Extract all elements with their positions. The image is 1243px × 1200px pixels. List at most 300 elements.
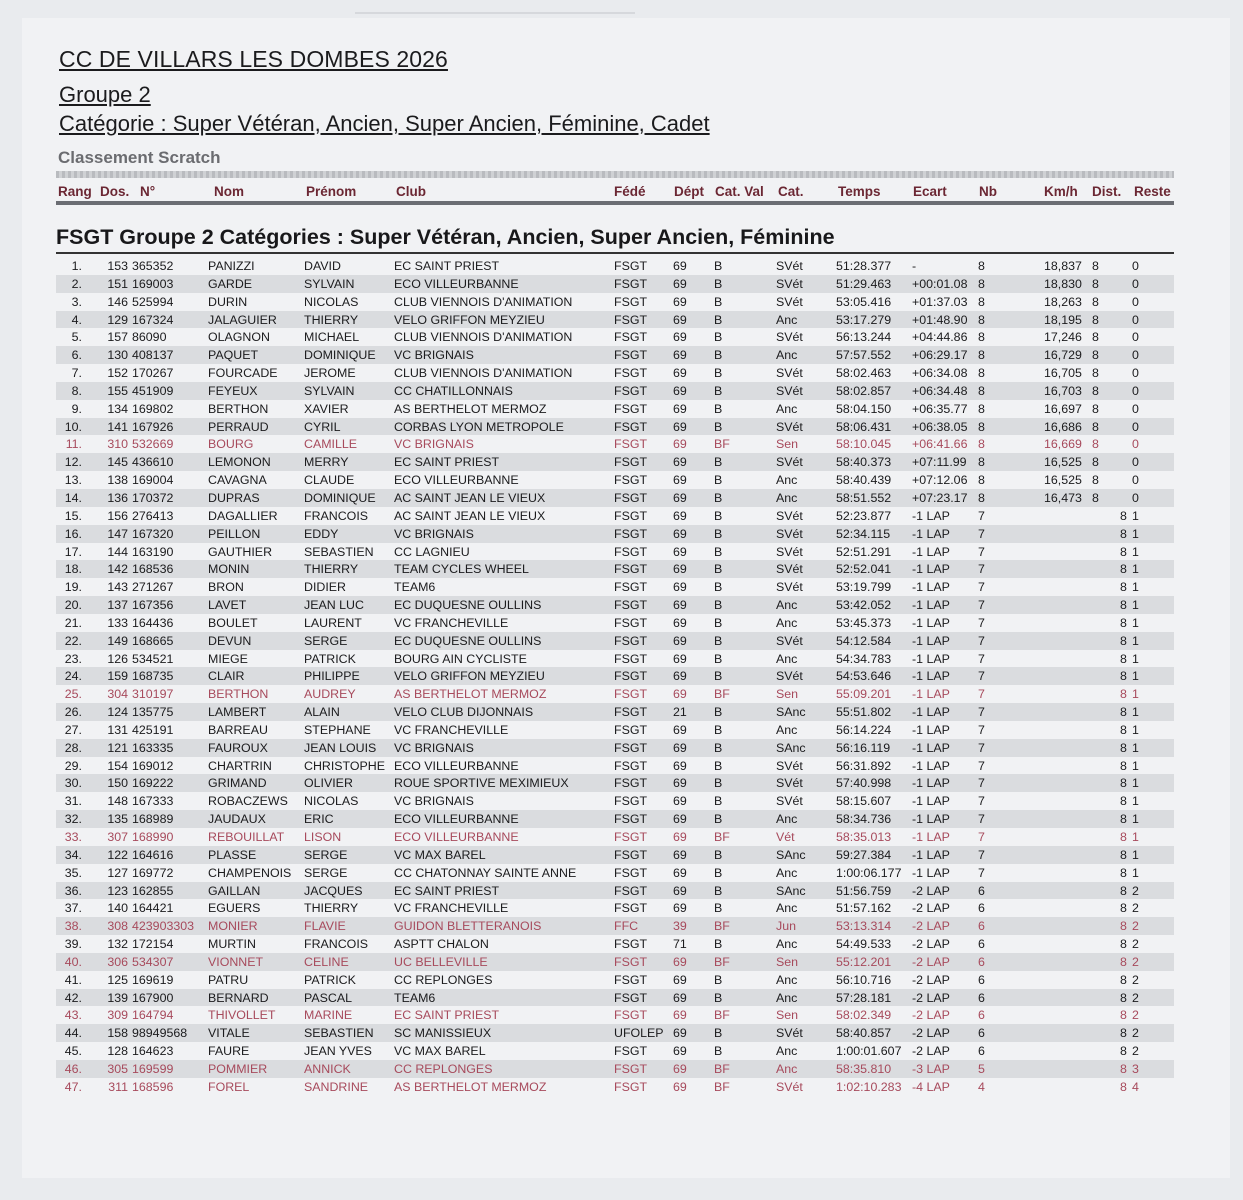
cell-rang: 34. (64, 847, 82, 862)
cell-nom: PANIZZI (208, 259, 255, 273)
cell-fede: FSGT (614, 526, 648, 541)
cell-nb: 6 (978, 1008, 985, 1023)
cell-num: 271267 (132, 580, 174, 595)
cell-dept: 69 (673, 508, 687, 523)
cell-nom: EGUERS (208, 901, 261, 916)
cell-cat: Anc (776, 901, 798, 916)
cell-rang: 9. (71, 401, 82, 416)
cell-nom: MURTIN (208, 937, 256, 952)
cell-dist: 8 (1120, 830, 1127, 844)
cell-prenom: MICHAEL (304, 330, 360, 345)
cell-cat: SVét (776, 383, 803, 398)
table-row (56, 435, 1174, 453)
cell-catval: BF (714, 1008, 730, 1023)
cell-ecart: -2 LAP (912, 937, 950, 952)
cell-reste: 0 (1132, 401, 1139, 416)
cell-club: ECO VILLEURBANNE (394, 758, 519, 773)
cell-prenom: XAVIER (304, 401, 349, 416)
cell-kmh: 16,473 (1044, 490, 1082, 505)
cell-cat: SAnc (776, 847, 806, 862)
cell-rang: 39. (64, 937, 82, 952)
cell-dept: 71 (673, 937, 687, 952)
cell-ecart: -1 LAP (912, 633, 950, 648)
cell-cat: Anc (776, 401, 798, 416)
cell-dos: 150 (107, 776, 128, 791)
cell-temps: 53:13.314 (836, 919, 892, 934)
cell-dist: 8 (1120, 1008, 1127, 1023)
cell-nom: FAURE (208, 1044, 250, 1059)
cell-rang: 21. (64, 615, 82, 630)
cell-reste: 0 (1132, 473, 1139, 488)
cell-rang: 12. (64, 455, 82, 470)
cell-ecart: -1 LAP (912, 615, 950, 630)
cell-temps: 1:02:10.283 (836, 1079, 902, 1094)
cell-nom: JALAGUIER (208, 312, 277, 327)
cell-nb: 8 (978, 473, 985, 488)
cell-dist: 8 (1120, 883, 1127, 898)
cell-club: TEAM CYCLES WHEEL (394, 562, 529, 577)
cell-num: 164436 (132, 615, 174, 630)
cell-dist: 8 (1120, 1061, 1127, 1076)
col-nom: Nom (214, 184, 244, 199)
cell-dos: 144 (107, 544, 128, 559)
table-row (56, 1042, 1174, 1060)
cell-cat: SVét (776, 758, 803, 773)
cell-nb: 7 (978, 651, 985, 666)
cell-reste: 1 (1132, 598, 1139, 613)
cell-reste: 1 (1132, 526, 1139, 541)
cell-temps: 51:56.759 (836, 883, 892, 898)
col-dist: Dist. (1092, 184, 1122, 199)
cell-dist: 8 (1120, 758, 1127, 773)
cell-dist: 8 (1092, 276, 1099, 291)
cell-club: ECO VILLEURBANNE (394, 830, 519, 844)
col-kmh: Km/h (1044, 184, 1078, 199)
cell-prenom: AUDREY (304, 687, 356, 702)
cell-dos: 134 (107, 401, 128, 416)
cell-temps: 54:49.533 (836, 937, 892, 952)
cell-num: 164623 (132, 1044, 174, 1059)
cell-prenom: SERGE (304, 865, 348, 880)
cell-cat: Anc (776, 990, 798, 1005)
table-row (56, 614, 1174, 632)
col-dept: Dépt (674, 184, 704, 199)
cell-rang: 13. (64, 473, 82, 488)
cell-club: EC SAINT PRIEST (394, 883, 500, 898)
cell-nb: 6 (978, 937, 985, 952)
cell-club: VC BRIGNAIS (394, 437, 474, 452)
table-row (56, 757, 1174, 775)
cell-reste: 1 (1132, 830, 1139, 844)
cell-nb: 6 (978, 972, 985, 987)
table-row (56, 400, 1174, 418)
cell-temps: 59:27.384 (836, 847, 892, 862)
cell-rang: 17. (64, 544, 82, 559)
cell-nb: 7 (978, 794, 985, 809)
cell-nom: CHAMPENOIS (208, 865, 292, 880)
cell-nb: 8 (978, 490, 985, 505)
table-row (56, 846, 1174, 864)
cell-reste: 2 (1132, 1044, 1139, 1059)
cell-catval: B (714, 758, 723, 773)
cell-dos: 133 (107, 615, 128, 630)
cell-ecart: -1 LAP (912, 812, 950, 827)
cell-num: 162855 (132, 883, 174, 898)
cell-catval: B (714, 598, 723, 613)
cell-fede: FSGT (614, 598, 648, 613)
table-row (56, 703, 1174, 721)
cell-ecart: -2 LAP (912, 990, 950, 1005)
cell-cat: SVét (776, 508, 803, 523)
cell-temps: 52:34.115 (836, 526, 891, 541)
cell-cat: Sen (776, 687, 799, 702)
cell-num: 525994 (132, 294, 174, 309)
cell-temps: 52:23.877 (836, 508, 892, 523)
cell-nb: 7 (978, 722, 985, 737)
cell-fede: FSGT (614, 883, 648, 898)
cell-ecart: +06:34.48 (912, 383, 968, 398)
cell-cat: SVét (776, 276, 803, 291)
cell-dept: 69 (673, 544, 687, 559)
cell-cat: SVét (776, 669, 803, 684)
cell-ecart: +06:29.17 (912, 348, 968, 363)
cell-dept: 69 (673, 847, 687, 862)
cell-nb: 7 (978, 830, 985, 844)
cell-reste: 1 (1132, 812, 1139, 827)
cell-temps: 51:29.463 (836, 276, 892, 291)
cell-ecart: -2 LAP (912, 954, 950, 969)
cell-rang: 3. (71, 294, 82, 309)
cell-nom: MONIER (208, 919, 258, 934)
cell-fede: FSGT (614, 705, 648, 720)
cell-temps: 51:57.162 (836, 901, 892, 916)
cell-kmh: 16,686 (1044, 419, 1082, 434)
cell-dos: 311 (108, 1079, 128, 1094)
cell-dist: 8 (1120, 776, 1127, 791)
cell-cat: Jun (776, 919, 796, 934)
cell-nb: 6 (978, 919, 985, 934)
cell-catval: B (714, 419, 723, 434)
cell-cat: SVét (776, 366, 803, 381)
cell-dept: 69 (673, 1044, 687, 1059)
cell-club: AS BERTHELOT MERMOZ (394, 1079, 547, 1094)
cell-nb: 7 (978, 812, 985, 827)
cell-club: VC FRANCHEVILLE (394, 615, 509, 630)
cell-cat: SAnc (776, 705, 806, 720)
cell-nom: LEMONON (208, 455, 271, 470)
cell-cat: Anc (776, 348, 798, 363)
cell-temps: 58:10.045 (836, 437, 892, 452)
cell-nb: 8 (978, 259, 985, 273)
cell-dos: 153 (107, 259, 128, 273)
cell-dept: 69 (673, 473, 687, 488)
cell-prenom: ERIC (304, 812, 334, 827)
cell-prenom: JEAN LUC (304, 598, 364, 613)
cell-ecart: +06:35.77 (912, 401, 968, 416)
cell-dist: 8 (1092, 259, 1099, 273)
cell-dist: 8 (1120, 598, 1127, 613)
cell-rang: 45. (64, 1044, 82, 1059)
cell-catval: B (714, 580, 723, 595)
cell-catval: B (714, 401, 723, 416)
cell-temps: 58:40.857 (836, 1026, 892, 1041)
cell-rang: 30. (64, 776, 82, 791)
cell-temps: 56:16.119 (836, 740, 891, 755)
cell-dos: 157 (107, 330, 128, 345)
cell-dist: 8 (1120, 794, 1127, 809)
cell-club: ECO VILLEURBANNE (394, 473, 519, 488)
cell-nom: BRON (208, 580, 244, 595)
cell-dos: 145 (107, 455, 128, 470)
cell-rang: 27. (64, 722, 82, 737)
col-temps: Temps (838, 184, 881, 199)
cell-kmh: 16,697 (1044, 401, 1082, 416)
cell-num: 168989 (132, 812, 174, 827)
cell-nom: BOULET (208, 615, 258, 630)
cell-cat: Anc (776, 972, 798, 987)
cell-catval: B (714, 937, 723, 952)
table-row (56, 471, 1174, 489)
cell-nb: 5 (978, 1061, 985, 1076)
cell-dept: 21 (673, 705, 687, 720)
col-fede: Fédé (614, 184, 646, 199)
cell-club: CLUB VIENNOIS D'ANIMATION (394, 366, 573, 381)
cell-num: 169004 (132, 473, 174, 488)
group-title: Groupe 2 (59, 82, 151, 107)
cell-catval: B (714, 490, 723, 505)
cell-catval: B (714, 330, 723, 345)
cell-catval: B (714, 669, 723, 684)
cell-reste: 0 (1132, 330, 1139, 345)
cell-dos: 139 (107, 990, 128, 1005)
cell-dept: 69 (673, 740, 687, 755)
cell-cat: Sen (776, 954, 799, 969)
cell-reste: 2 (1132, 954, 1139, 969)
cell-fede: FSGT (614, 794, 648, 809)
cell-ecart: -2 LAP (912, 901, 950, 916)
cell-ecart: -1 LAP (912, 740, 950, 755)
cell-prenom: SEBASTIEN (304, 1026, 374, 1041)
cell-rang: 20. (64, 598, 82, 613)
cell-dept: 69 (673, 651, 687, 666)
table-row (56, 721, 1174, 739)
cell-club: AS BERTHELOT MERMOZ (394, 687, 547, 702)
cell-dept: 69 (673, 455, 687, 470)
cell-nom: PEILLON (208, 526, 261, 541)
cell-reste: 1 (1132, 562, 1139, 577)
cell-nb: 7 (978, 508, 985, 523)
cell-dist: 8 (1120, 526, 1127, 541)
table-row (56, 489, 1174, 507)
cell-dept: 69 (673, 330, 687, 345)
cell-temps: 58:40.439 (836, 473, 892, 488)
cell-fede: FSGT (614, 276, 648, 291)
cell-prenom: ALAIN (304, 705, 340, 720)
cell-cat: Anc (776, 490, 798, 505)
cell-rang: 10. (64, 419, 82, 434)
table-row (56, 971, 1174, 989)
cell-reste: 1 (1132, 705, 1139, 720)
cell-nb: 6 (978, 883, 985, 898)
cell-prenom: STEPHANE (304, 722, 371, 737)
cell-club: EC DUQUESNE OULLINS (394, 598, 542, 613)
cell-dept: 69 (673, 401, 687, 416)
cell-club: VC MAX BAREL (394, 1044, 486, 1059)
cell-catval: BF (714, 687, 730, 702)
cell-reste: 1 (1132, 633, 1139, 648)
cell-ecart: -1 LAP (912, 544, 950, 559)
cell-kmh: 18,195 (1044, 312, 1082, 327)
cell-dept: 69 (673, 419, 687, 434)
cell-rang: 6. (71, 348, 82, 363)
cell-dist: 8 (1120, 508, 1127, 523)
cell-nom: PAQUET (208, 348, 259, 363)
top-mark (355, 12, 635, 14)
cell-dos: 142 (107, 562, 128, 577)
cell-rang: 47. (64, 1079, 82, 1094)
cell-temps: 58:35.810 (836, 1061, 892, 1076)
cell-dos: 304 (107, 687, 128, 702)
cell-reste: 0 (1132, 490, 1139, 505)
cell-rang: 43. (64, 1008, 82, 1023)
cell-prenom: JEROME (304, 366, 356, 381)
cell-temps: 56:14.224 (836, 722, 892, 737)
cell-dist: 8 (1092, 473, 1099, 488)
cell-dos: 135 (107, 812, 128, 827)
cell-cat: SVét (776, 544, 803, 559)
col-nb: Nb (979, 184, 997, 199)
cell-club: VELO GRIFFON MEYZIEU (394, 312, 545, 327)
cell-ecart: +06:34.08 (912, 366, 968, 381)
cell-ecart: - (912, 259, 917, 273)
cell-cat: Anc (776, 598, 798, 613)
cell-prenom: MARINE (304, 1008, 353, 1023)
cell-temps: 55:51.802 (836, 705, 892, 720)
col-rang: Rang (58, 184, 92, 199)
cell-nb: 7 (978, 633, 985, 648)
cell-ecart: +01:48.90 (912, 312, 968, 327)
cell-dept: 69 (673, 687, 687, 702)
cell-nom: CHARTRIN (208, 758, 272, 773)
cell-fede: FSGT (614, 330, 648, 345)
classement-title: Classement Scratch (58, 148, 221, 167)
cell-nb: 8 (978, 437, 985, 452)
cell-prenom: MERRY (304, 455, 349, 470)
cell-temps: 56:31.892 (836, 758, 892, 773)
cell-ecart: -1 LAP (912, 580, 950, 595)
cell-dept: 69 (673, 812, 687, 827)
cell-catval: B (714, 705, 723, 720)
cell-num: 169619 (132, 972, 174, 987)
cell-rang: 19. (64, 580, 82, 595)
cell-temps: 51:28.377 (836, 259, 892, 273)
cell-num: 163190 (132, 544, 174, 559)
cell-cat: Anc (776, 1061, 798, 1076)
cell-num: 86090 (132, 330, 167, 345)
cell-nom: MIEGE (208, 651, 248, 666)
table-row (56, 328, 1174, 346)
cell-nom: VIONNET (208, 954, 264, 969)
cell-nb: 6 (978, 1044, 985, 1059)
cell-club: CC CHATILLONNAIS (394, 383, 513, 398)
cell-dist: 8 (1120, 687, 1127, 702)
cell-prenom: ANNICK (304, 1061, 351, 1076)
cell-num: 164794 (132, 1008, 174, 1023)
cell-fede: FSGT (614, 830, 648, 844)
cell-fede: FSGT (614, 972, 648, 987)
cell-cat: Anc (776, 312, 798, 327)
cell-fede: FSGT (614, 812, 648, 827)
cell-ecart: +07:11.99 (912, 455, 967, 470)
cell-nb: 6 (978, 990, 985, 1005)
cell-nom: THIVOLLET (208, 1008, 276, 1023)
table-row (56, 1024, 1174, 1042)
cell-dept: 69 (673, 865, 687, 880)
cell-num: 168990 (132, 830, 174, 844)
cell-cat: Anc (776, 1044, 798, 1059)
cell-cat: Sen (776, 1008, 799, 1023)
cell-dept: 69 (673, 830, 687, 844)
col-num: N° (140, 184, 156, 199)
cell-catval: B (714, 740, 723, 755)
cell-club: VC BRIGNAIS (394, 794, 474, 809)
cell-nb: 7 (978, 687, 985, 702)
cell-nom: GAILLAN (208, 883, 261, 898)
cell-num: 164616 (132, 847, 174, 862)
cell-reste: 1 (1132, 615, 1139, 630)
cell-nb: 8 (978, 330, 985, 345)
cell-rang: 28. (64, 740, 82, 755)
cell-dist: 8 (1092, 490, 1099, 505)
table-row (56, 864, 1174, 882)
cell-club: CC LAGNIEU (394, 544, 470, 559)
col-reste: Reste (1134, 184, 1171, 199)
table-row (56, 578, 1174, 596)
cell-nb: 6 (978, 1026, 985, 1041)
cell-ecart: -1 LAP (912, 705, 950, 720)
cell-nb: 7 (978, 615, 985, 630)
cell-ecart: +06:41.66 (912, 437, 968, 452)
cell-catval: B (714, 312, 723, 327)
cell-club: VC BRIGNAIS (394, 526, 474, 541)
cell-temps: 54:53.646 (836, 669, 892, 684)
cell-ecart: +06:38.05 (912, 419, 968, 434)
cell-kmh: 16,669 (1044, 437, 1082, 452)
cell-nom: FAUROUX (208, 740, 268, 755)
cell-reste: 2 (1132, 1026, 1139, 1041)
cell-dos: 159 (107, 669, 128, 684)
cell-rang: 25. (64, 687, 82, 702)
cell-temps: 53:45.373 (836, 615, 892, 630)
cell-cat: Anc (776, 937, 798, 952)
cell-club: EC SAINT PRIEST (394, 455, 500, 470)
cell-dos: 128 (107, 1044, 128, 1059)
event-title: CC DE VILLARS LES DOMBES 2026 (59, 46, 448, 72)
cell-temps: 55:12.201 (836, 954, 892, 969)
cell-temps: 58:04.150 (836, 401, 892, 416)
cell-catval: B (714, 259, 723, 273)
cell-cat: Anc (776, 473, 798, 488)
cell-catval: B (714, 633, 723, 648)
cell-num: 365352 (132, 259, 174, 273)
cell-dos: 130 (107, 348, 128, 363)
cell-dept: 69 (673, 348, 687, 363)
cell-reste: 1 (1132, 847, 1139, 862)
cell-prenom: LISON (304, 830, 342, 844)
cell-dos: 151 (107, 276, 128, 291)
cell-club: VC FRANCHEVILLE (394, 722, 509, 737)
cell-club: CC REPLONGES (394, 972, 493, 987)
